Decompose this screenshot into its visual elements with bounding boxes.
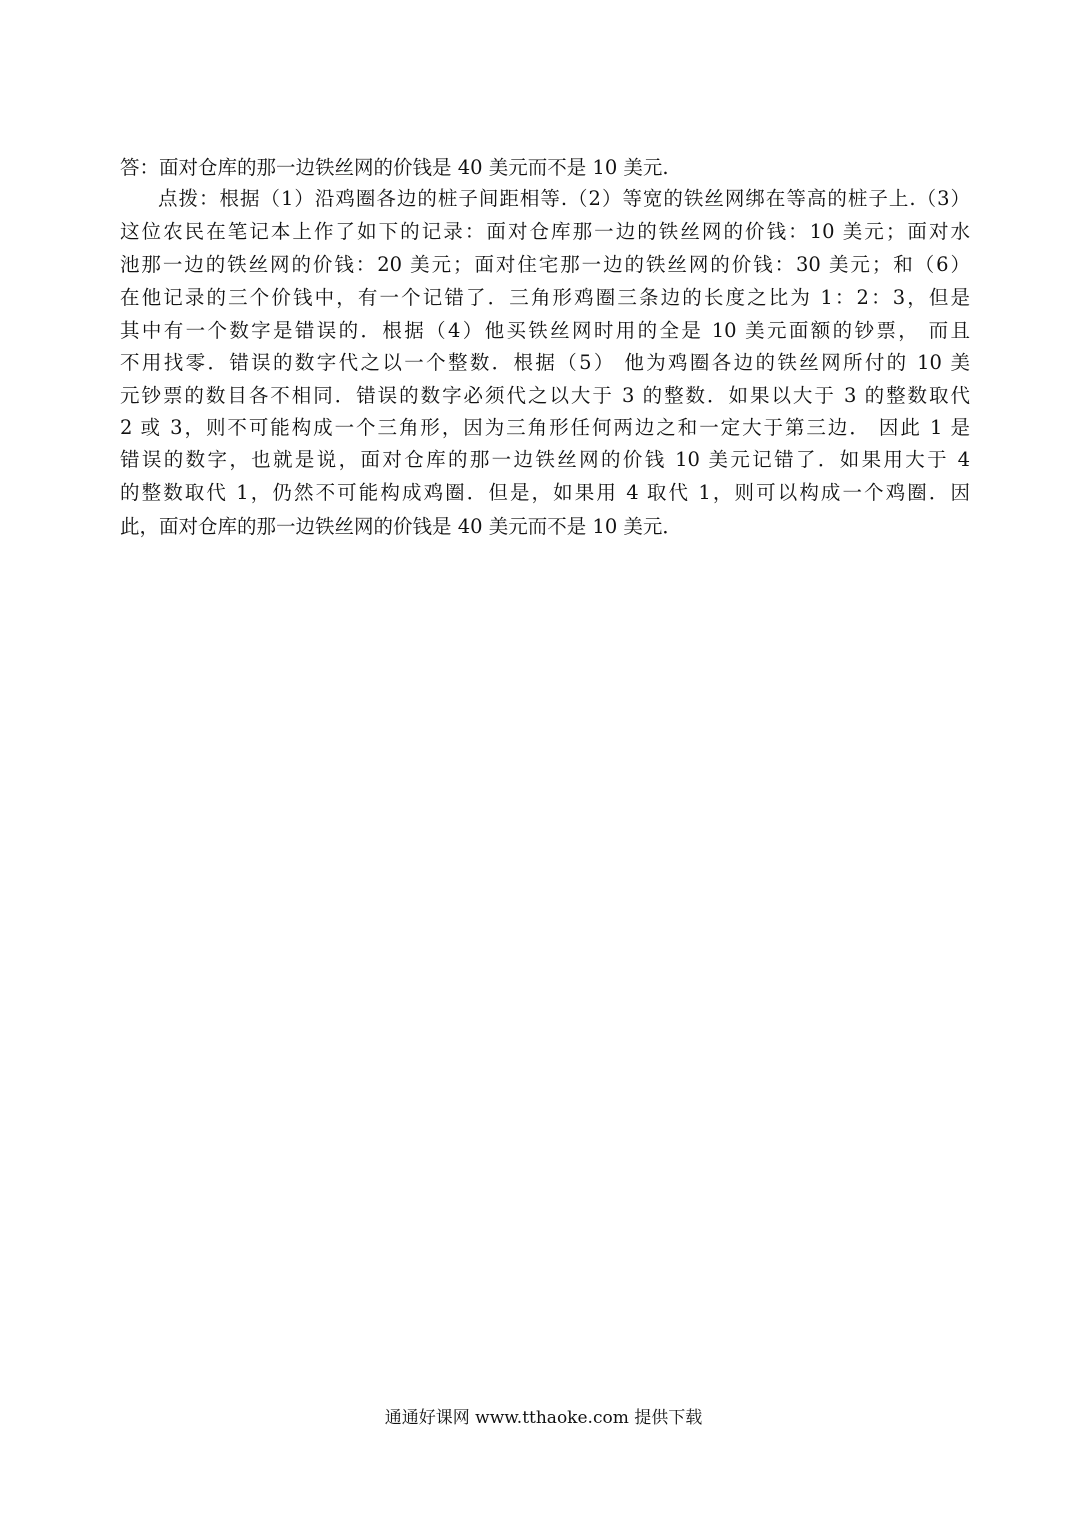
hint-line-9: 错误的数字，也就是说，面对仓库的那一边铁丝网的价钱 10 美元记错了．如果用大于 4 — [120, 448, 970, 471]
hint-line-6: 不用找零．错误的数字代之以一个整数．根据（5） 他为鸡圈各边的铁丝网所付的 10 美 — [120, 351, 970, 374]
hint-line-4: 在他记录的三个价钱中，有一个记错了．三角形鸡圈三条边的长度之比为 1：2：3，但是 — [120, 286, 970, 309]
hint-line-11: 此，面对仓库的那一边铁丝网的价钱是 40 美元而不是 10 美元． — [120, 515, 682, 538]
answer-line: 答：面对仓库的那一边铁丝网的价钱是 40 美元而不是 10 美元. — [120, 156, 669, 179]
hint-line-10: 的整数取代 1，仍然不可能构成鸡圈．但是，如果用 4 取代 1，则可以构成一个鸡圈．因 — [120, 481, 970, 504]
hint-line-3: 池那一边的铁丝网的价钱：20 美元；面对住宅那一边的铁丝网的价钱：30 美元；和（6） — [120, 253, 970, 276]
hint-line-7: 元钞票的数目各不相同．错误的数字必须代之以大于 3 的整数．如果以大于 3 的整数取代 — [120, 384, 970, 407]
hint-line-1: 点拨：根据（1）沿鸡圈各边的桩子间距相等.（2）等宽的铁丝网绑在等高的桩子上.（3） — [158, 187, 970, 210]
hint-line-2: 这位农民在笔记本上作了如下的记录：面对仓库那一边的铁丝网的价钱：10 美元；面对水 — [120, 220, 970, 243]
hint-line-8: 2 或 3，则不可能构成一个三角形，因为三角形任何两边之和一定大于第三边． 因此 1 是 — [120, 416, 970, 439]
footer-credit: 通通好课网 www.tthaoke.com 提供下载 — [384, 1408, 703, 1428]
hint-line-5: 其中有一个数字是错误的．根据（4）他买铁丝网时用的全是 10 美元面额的钞票， 而且 — [120, 319, 970, 342]
